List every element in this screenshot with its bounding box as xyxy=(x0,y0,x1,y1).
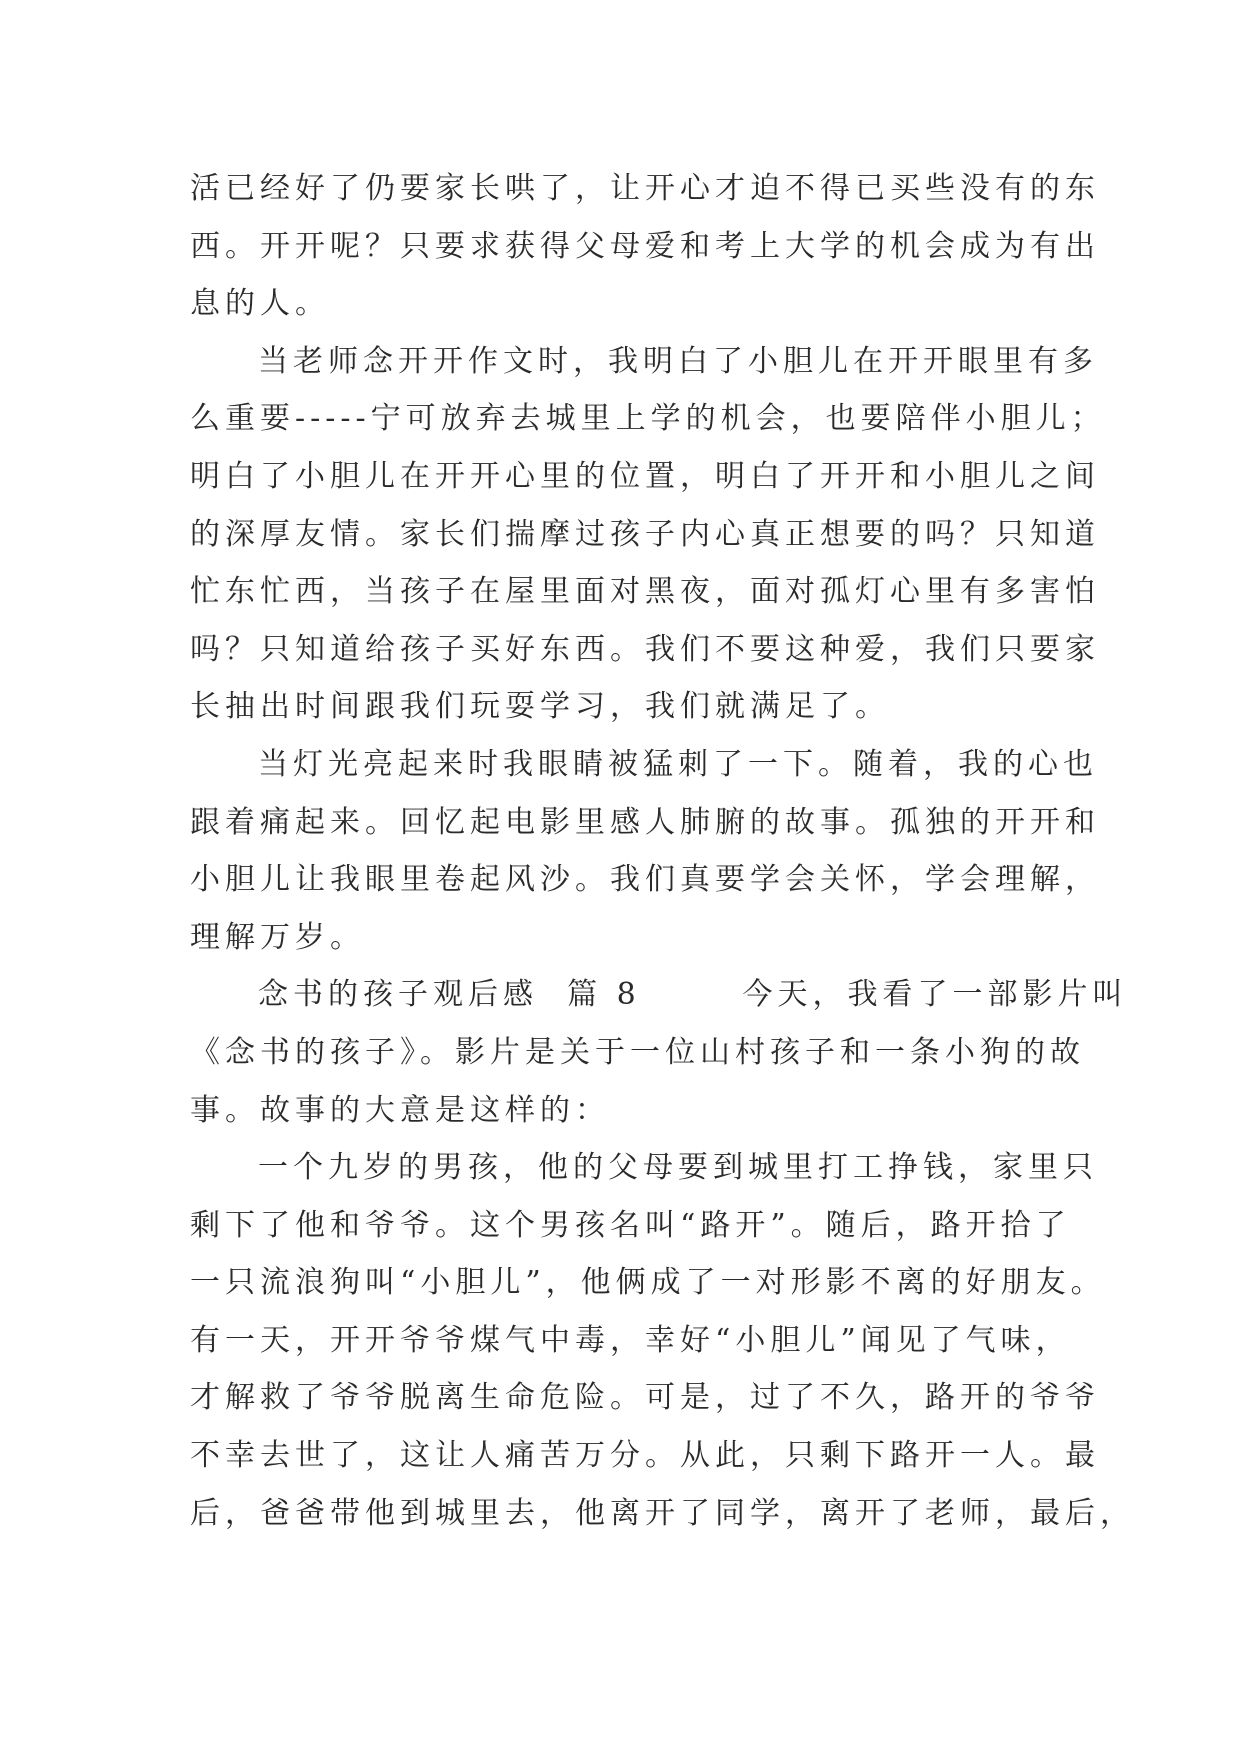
text-line: 跟着痛起来。回忆起电影里感人肺腑的故事。孤独的开开和 xyxy=(190,804,1100,840)
body-text xyxy=(190,160,1135,1542)
text-line: 的深厚友情。家长们揣摩过孩子内心真正想要的吗？只知道 xyxy=(190,516,1100,552)
text-line: 《念书的孩子》。影片是关于一位山村孩子和一条小狗的故 xyxy=(190,1034,1085,1070)
paragraph-first-line: 当灯光亮起来时我眼睛被猛刺了一下。随着，我的心也 xyxy=(258,746,1098,782)
paragraph-first-line: 一个九岁的男孩，他的父母要到城里打工挣钱，家里只 xyxy=(258,1150,1098,1186)
text-line: 明白了小胆儿在开开心里的位置，明白了开开和小胆儿之间 xyxy=(190,458,1100,494)
text-line: 不幸去世了，这让人痛苦万分。从此，只剩下路开一人。最 xyxy=(190,1438,1100,1474)
text-line: 息的人。 xyxy=(190,286,330,322)
text-line: 吗？只知道给孩子买好东西。我们不要这种爱，我们只要家 xyxy=(190,631,1100,667)
text-line: 一只流浪狗叫“小胆儿”，他俩成了一对形影不离的好朋友。 xyxy=(190,1265,1106,1301)
text-line: 剩下了他和爷爷。这个男孩名叫“路开”。随后，路开拾了 xyxy=(190,1207,1071,1243)
text-line: 么重要-----宁可放弃去城里上学的机会，也要陪伴小胆儿； xyxy=(190,401,1106,437)
text-line: 西。开开呢？只要求获得父母爱和考上大学的机会成为有出 xyxy=(190,228,1100,264)
text-line: 小胆儿让我眼里卷起风沙。我们真要学会关怀，学会理解， xyxy=(190,862,1100,898)
text-line: 才解救了爷爷脱离生命危险。可是，过了不久，路开的爷爷 xyxy=(190,1380,1100,1416)
text-line: 后，爸爸带他到城里去，他离开了同学，离开了老师，最后， xyxy=(190,1495,1135,1531)
text-line: 长抽出时间跟我们玩耍学习，我们就满足了。 xyxy=(190,689,890,725)
section-heading-line: 念书的孩子观后感 篇 8 今天，我看了一部影片叫 xyxy=(258,977,1128,1013)
text-line: 忙东忙西，当孩子在屋里面对黑夜，面对孤灯心里有多害怕 xyxy=(190,574,1100,610)
text-line: 有一天，开开爷爷煤气中毒，幸好“小胆儿”闻见了气味， xyxy=(190,1322,1071,1358)
text-line: 活已经好了仍要家长哄了，让开心才迫不得已买些没有的东 xyxy=(190,171,1100,206)
paragraph-first-line: 当老师念开开作文时，我明白了小胆儿在开开眼里有多 xyxy=(258,343,1098,379)
text-line: 理解万岁。 xyxy=(190,919,365,955)
text-line: 事。故事的大意是这样的： xyxy=(190,1092,610,1128)
